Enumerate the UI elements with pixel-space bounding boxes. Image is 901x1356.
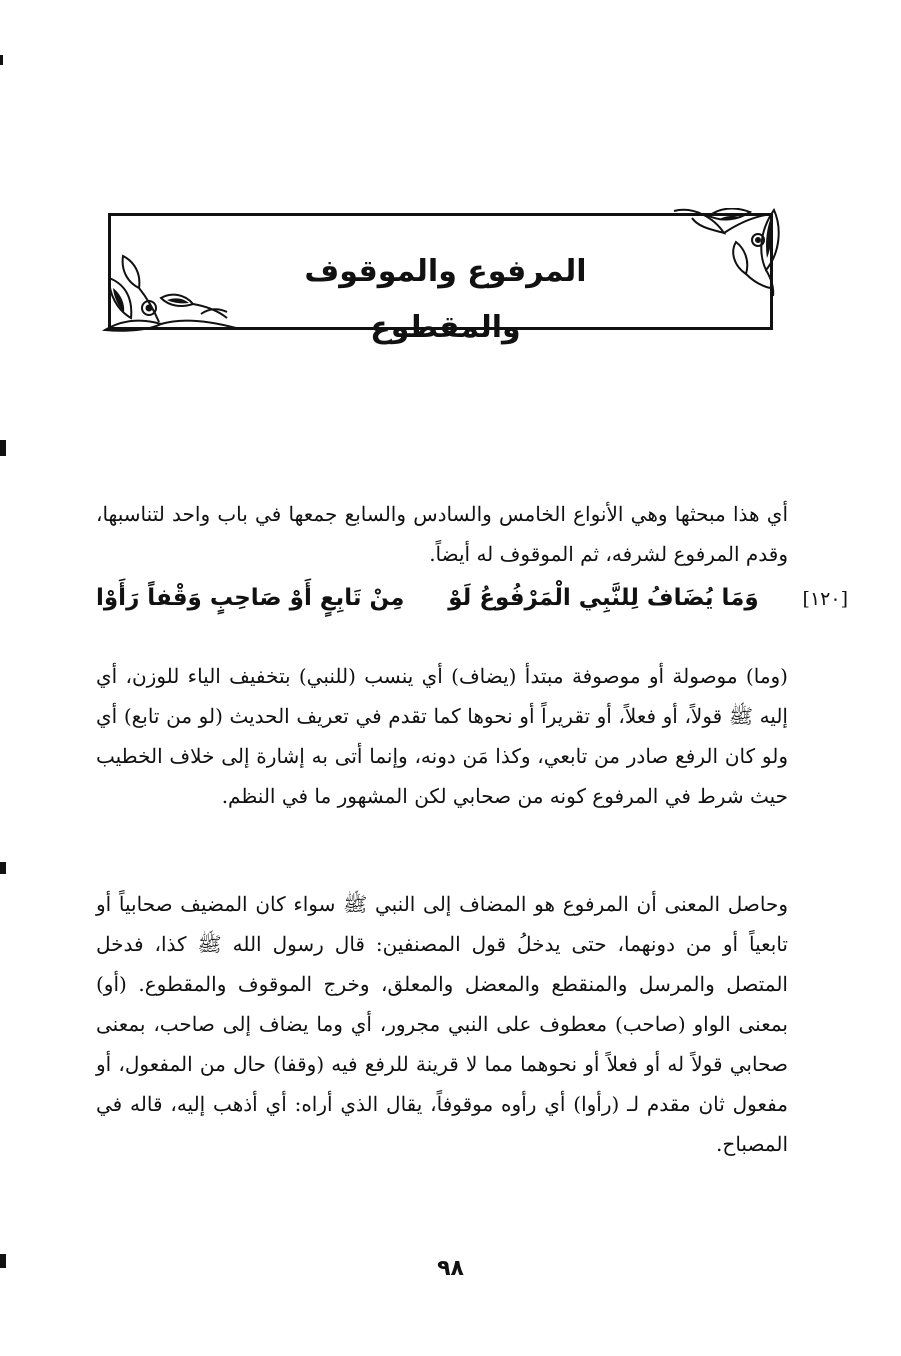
verse-second-hemistich: مِنْ تَابِعٍ أَوْ صَاحِبٍ وَقْفاً رَأَوْا xyxy=(96,585,405,611)
scan-edge-mark xyxy=(0,55,3,65)
page-number: ٩٨ xyxy=(437,1256,464,1281)
chapter-title: المرفوع والموقوف والمقطوع xyxy=(304,254,587,345)
chapter-title-frame xyxy=(108,213,773,345)
verse-first-hemistich: وَمَا يُضَافُ لِلنَّبِي الْمَرْفُوعُ لَوْ xyxy=(448,585,759,611)
scan-edge-mark xyxy=(0,440,6,456)
verse-number: [١٢٠] xyxy=(802,588,848,610)
intro-paragraph: أي هذا مبحثها وهي الأنواع الخامس والسادس والسابع جمعها في باب واحد لتناسبها، وقدم المرفوع لشرفه، ثم الموقوف له أيضاً. xyxy=(96,502,788,566)
floral-corner-ornament-icon xyxy=(101,248,241,333)
verse-line xyxy=(96,585,848,611)
summary-paragraph: وحاصل المعنى أن المرفوع هو المضاف إلى النبي ﷺ سواء كان المضيف صحابياً أو تابعياً أو من دونهما، حتى يدخلُ قول المصنفين: قال رسول الله ﷺ كذا، فدخل المتصل والمرسل والمنقطع والمعضل والمعلق، وخرج الموقوف والمقطوع. (أو) بمعنى الواو (صاحب) معطوف على النبي مجرور، أي وما يضاف إلى صاحب، بمعنى صحابي قولاً له أو فعلاً أو نحوهما مما لا قرينة للرفع فيه (وقفا) حال من المفعول، أو مفعول ثان مقدم لـ (رأوا) أي رأوه موقوفاً، يقال الذي أراه: أي أذهب إليه، قاله في المصباح. xyxy=(96,892,788,1156)
explanation-paragraph: (وما) موصولة أو موصوفة مبتدأ (يضاف) أي ينسب (للنبي) بتخفيف الياء للوزن، أي إليه ﷺ قولاً، أو فعلاً، أو تقريراً أو نحوها كما تقدم في تعريف الحديث (لو من تابع) أي ولو كان الرفع صادر من تابعي، وكذا مَن دونه، وإنما أتى به إشارة إلى خلاف الخطيب حيث شرط في المرفوع كونه من صحابي لكن المشهور ما في النظم. xyxy=(96,664,788,808)
floral-corner-ornament-icon xyxy=(654,208,784,298)
scan-edge-mark xyxy=(0,862,6,874)
